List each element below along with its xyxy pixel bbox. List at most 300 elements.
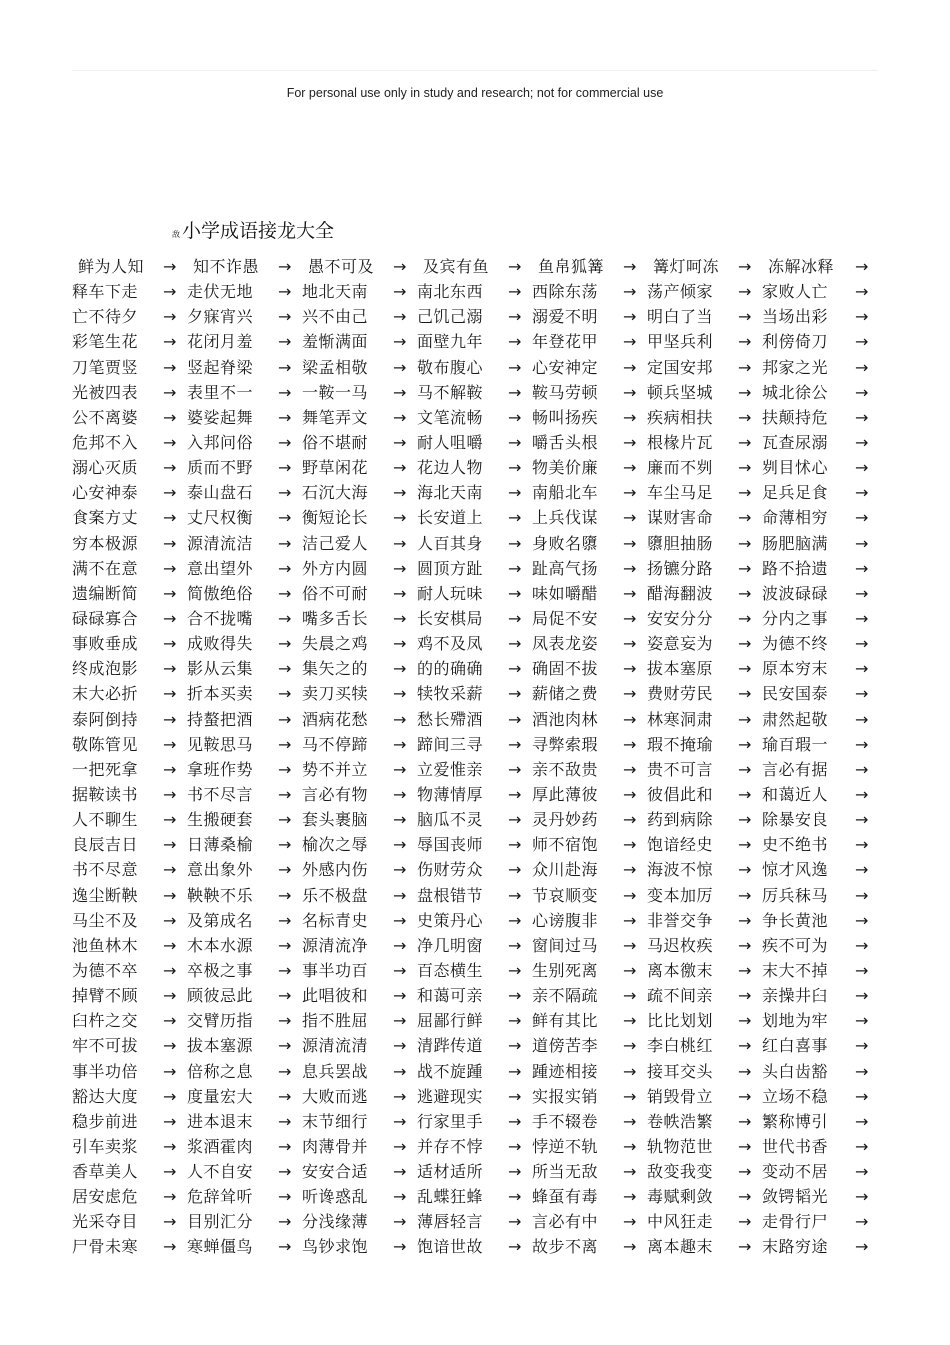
idiom-cell: 分浅缘薄 (302, 1212, 369, 1232)
chain-arrow-icon: → (278, 860, 292, 880)
idiom-cell: 脑瓜不灵 (417, 810, 484, 830)
idiom-row (72, 1236, 882, 1261)
idiom-cell: 厉兵秣马 (762, 885, 829, 905)
idiom-cell: 源清流洁 (187, 533, 254, 553)
chain-arrow-icon: → (623, 1237, 637, 1257)
idiom-cell: 顾彼忌此 (187, 986, 254, 1006)
idiom-cell: 息兵罢战 (302, 1061, 369, 1081)
chain-arrow-icon: → (738, 860, 752, 880)
idiom-cell: 明白了当 (647, 307, 714, 327)
idiom-cell: 事败垂成 (72, 634, 139, 654)
idiom-cell: 书不尽意 (72, 860, 139, 880)
chain-arrow-icon: → (855, 558, 869, 578)
chain-arrow-icon: → (393, 608, 407, 628)
idiom-cell: 亲操井臼 (762, 986, 829, 1006)
chain-arrow-icon: → (278, 483, 292, 503)
idiom-cell: 夕寐宵兴 (187, 307, 254, 327)
idiom-row (72, 507, 882, 532)
chain-arrow-icon: → (163, 483, 177, 503)
chain-arrow-icon: → (508, 483, 522, 503)
idiom-cell: 城北徐公 (762, 382, 829, 402)
chain-arrow-icon: → (855, 986, 869, 1006)
chain-arrow-icon: → (855, 709, 869, 729)
chain-arrow-icon: → (393, 684, 407, 704)
chain-arrow-icon: → (508, 734, 522, 754)
idiom-cell: 卖刀买犊 (302, 684, 369, 704)
idiom-cell: 目别汇分 (187, 1212, 254, 1232)
chain-arrow-icon: → (855, 1036, 869, 1056)
chain-arrow-icon: → (623, 684, 637, 704)
chain-arrow-icon: → (623, 483, 637, 503)
idiom-cell: 悖逆不轨 (532, 1136, 599, 1156)
idiom-cell: 物美价廉 (532, 458, 599, 478)
idiom-cell: 终成泡影 (72, 659, 139, 679)
idiom-row (72, 1161, 882, 1186)
idiom-cell: 逃避现实 (417, 1086, 484, 1106)
chain-arrow-icon: → (855, 508, 869, 528)
idiom-cell: 碌碌寡合 (72, 608, 139, 628)
chain-arrow-icon: → (278, 508, 292, 528)
idiom-cell: 比比划划 (647, 1011, 714, 1031)
idiom-cell: 彼倡此和 (647, 784, 714, 804)
chain-arrow-icon: → (623, 885, 637, 905)
chain-arrow-icon: → (163, 1136, 177, 1156)
chain-arrow-icon: → (163, 533, 177, 553)
chain-arrow-icon: → (855, 935, 869, 955)
chain-arrow-icon: → (855, 659, 869, 679)
chain-arrow-icon: → (393, 533, 407, 553)
idiom-cell: 浆酒霍肉 (187, 1136, 254, 1156)
idiom-cell: 伤财劳众 (417, 860, 484, 880)
idiom-cell: 亡不待夕 (72, 307, 139, 327)
chain-arrow-icon: → (163, 810, 177, 830)
chain-arrow-icon: → (508, 709, 522, 729)
idiom-cell: 寻弊索瑕 (532, 734, 599, 754)
idiom-cell: 鞅鞅不乐 (187, 885, 254, 905)
chain-arrow-icon: → (508, 960, 522, 980)
chain-arrow-icon: → (393, 810, 407, 830)
chain-arrow-icon: → (623, 759, 637, 779)
idiom-cell: 听谗惑乱 (302, 1187, 369, 1207)
idiom-row (72, 1086, 882, 1111)
chain-arrow-icon: → (393, 885, 407, 905)
chain-arrow-icon: → (163, 1036, 177, 1056)
idiom-cell: 牢不可拔 (72, 1036, 139, 1056)
idiom-cell: 轨物范世 (647, 1136, 714, 1156)
chain-arrow-icon: → (278, 684, 292, 704)
chain-arrow-icon: → (393, 659, 407, 679)
chain-arrow-icon: → (393, 307, 407, 327)
idiom-cell: 溺心灭质 (72, 458, 139, 478)
chain-arrow-icon: → (278, 810, 292, 830)
chain-arrow-icon: → (163, 382, 177, 402)
chain-arrow-icon: → (623, 1187, 637, 1207)
idiom-cell: 蜂虿有毒 (532, 1187, 599, 1207)
idiom-cell: 为德不终 (762, 634, 829, 654)
chain-arrow-icon: → (163, 583, 177, 603)
idiom-cell: 套头裹脑 (302, 810, 369, 830)
chain-arrow-icon: → (508, 860, 522, 880)
idiom-cell: 木本水源 (187, 935, 254, 955)
idiom-cell: 溺爱不明 (532, 307, 599, 327)
idiom-cell: 逸尘断鞅 (72, 885, 139, 905)
idiom-cell: 冻解冰释 (768, 257, 835, 276)
idiom-cell: 百态横生 (417, 960, 484, 980)
idiom-cell: 遗编断简 (72, 583, 139, 603)
chain-arrow-icon: → (163, 684, 177, 704)
idiom-cell: 清跸传道 (417, 1036, 484, 1056)
chain-arrow-icon: → (738, 558, 752, 578)
chain-arrow-icon: → (393, 860, 407, 880)
idiom-cell: 野草闲花 (302, 458, 369, 478)
idiom-cell: 林寒洞肃 (647, 709, 714, 729)
chain-arrow-icon: → (855, 458, 869, 478)
chain-arrow-icon: → (278, 759, 292, 779)
idiom-cell: 足兵足食 (762, 483, 829, 503)
idiom-cell: 俗不可耐 (302, 583, 369, 603)
chain-arrow-icon: → (508, 357, 522, 377)
idiom-cell: 师不宿饱 (532, 835, 599, 855)
idiom-row (72, 432, 882, 457)
idiom-cell: 鞍马劳顿 (532, 382, 599, 402)
idiom-row (72, 1035, 882, 1060)
chain-arrow-icon: → (508, 307, 522, 327)
chain-arrow-icon: → (278, 282, 292, 302)
idiom-cell: 药到病除 (647, 810, 714, 830)
idiom-cell: 石沉大海 (302, 483, 369, 503)
chain-arrow-icon: → (508, 1187, 522, 1207)
chain-arrow-icon: → (278, 382, 292, 402)
chain-arrow-icon: → (278, 458, 292, 478)
idiom-cell: 书不尽言 (187, 784, 254, 804)
chain-arrow-icon: → (738, 483, 752, 503)
idiom-cell: 谋财害命 (647, 508, 714, 528)
idiom-cell: 释车下走 (72, 282, 139, 302)
chain-arrow-icon: → (623, 810, 637, 830)
idiom-row (72, 281, 882, 306)
idiom-cell: 嚼舌头根 (532, 432, 599, 452)
idiom-cell: 实报实销 (532, 1086, 599, 1106)
idiom-cell: 姿意妄为 (647, 634, 714, 654)
chain-arrow-icon: → (738, 432, 752, 452)
chain-arrow-icon: → (738, 885, 752, 905)
idiom-cell: 荡产倾家 (647, 282, 714, 302)
idiom-cell: 见鞍思马 (187, 734, 254, 754)
idiom-cell: 臼杵之交 (72, 1011, 139, 1031)
idiom-cell: 红白喜事 (762, 1036, 829, 1056)
chain-arrow-icon: → (508, 784, 522, 804)
chain-arrow-icon: → (855, 382, 869, 402)
chain-arrow-icon: → (738, 1162, 752, 1182)
chain-arrow-icon: → (855, 307, 869, 327)
chain-arrow-icon: → (623, 533, 637, 553)
chain-arrow-icon: → (855, 1136, 869, 1156)
idiom-cell: 拔本塞原 (647, 659, 714, 679)
idiom-cell: 味如嚼醋 (532, 583, 599, 603)
chain-arrow-icon: → (855, 734, 869, 754)
chain-arrow-icon: → (855, 759, 869, 779)
idiom-cell: 度量宏大 (187, 1086, 254, 1106)
chain-arrow-icon: → (393, 332, 407, 352)
chain-arrow-icon: → (163, 784, 177, 804)
chain-arrow-icon: → (855, 1061, 869, 1081)
idiom-cell: 人不聊生 (72, 810, 139, 830)
chain-arrow-icon: → (163, 1011, 177, 1031)
chain-arrow-icon: → (163, 558, 177, 578)
chain-arrow-icon: → (738, 533, 752, 553)
chain-arrow-icon: → (738, 508, 752, 528)
idiom-row (72, 331, 882, 356)
idiom-cell: 除暴安良 (762, 810, 829, 830)
chain-arrow-icon: → (393, 382, 407, 402)
chain-arrow-icon: → (623, 1036, 637, 1056)
idiom-cell: 蹄间三寻 (417, 734, 484, 754)
idiom-cell: 地北天南 (302, 282, 369, 302)
idiom-cell: 并存不悖 (417, 1136, 484, 1156)
idiom-cell: 言必有中 (532, 1212, 599, 1232)
idiom-cell: 肃然起敬 (762, 709, 829, 729)
chain-arrow-icon: → (855, 432, 869, 452)
chain-arrow-icon: → (508, 1011, 522, 1031)
idiom-cell: 及宾有鱼 (423, 257, 490, 276)
chain-arrow-icon: → (738, 1036, 752, 1056)
chain-arrow-icon: → (623, 583, 637, 603)
idiom-cell: 日薄桑榆 (187, 835, 254, 855)
idiom-cell: 危辞耸听 (187, 1187, 254, 1207)
chain-arrow-icon: → (623, 734, 637, 754)
idiom-cell: 圆顶方趾 (417, 558, 484, 578)
chain-arrow-icon: → (508, 684, 522, 704)
chain-arrow-icon: → (163, 960, 177, 980)
chain-arrow-icon: → (393, 634, 407, 654)
idiom-row (72, 683, 882, 708)
chain-arrow-icon: → (393, 458, 407, 478)
idiom-cell: 所当无敌 (532, 1162, 599, 1182)
idiom-cell: 西除东荡 (532, 282, 599, 302)
idiom-cell: 屈鄙行鲜 (417, 1011, 484, 1031)
idiom-cell: 鲜有其比 (532, 1011, 599, 1031)
idiom-row (72, 885, 882, 910)
idiom-cell: 意出象外 (187, 860, 254, 880)
idiom-cell: 世代书香 (762, 1136, 829, 1156)
chain-arrow-icon: → (163, 432, 177, 452)
chain-arrow-icon: → (163, 257, 177, 276)
chain-arrow-icon: → (738, 282, 752, 302)
chain-arrow-icon: → (393, 960, 407, 980)
chain-arrow-icon: → (623, 1162, 637, 1182)
chain-arrow-icon: → (163, 508, 177, 528)
chain-arrow-icon: → (278, 709, 292, 729)
idiom-cell: 南船北车 (532, 483, 599, 503)
idiom-row (72, 1111, 882, 1136)
idiom-cell: 物薄情厚 (417, 784, 484, 804)
chain-arrow-icon: → (623, 860, 637, 880)
top-rule (72, 70, 878, 71)
idiom-cell: 源清流净 (302, 935, 369, 955)
chain-arrow-icon: → (393, 734, 407, 754)
idiom-cell: 公不离婆 (72, 407, 139, 427)
chain-arrow-icon: → (278, 1187, 292, 1207)
chain-arrow-icon: → (393, 407, 407, 427)
chain-arrow-icon: → (855, 835, 869, 855)
idiom-cell: 走骨行尸 (762, 1212, 829, 1232)
chain-arrow-icon: → (623, 659, 637, 679)
idiom-cell: 长安道上 (417, 508, 484, 528)
chain-arrow-icon: → (278, 533, 292, 553)
chain-arrow-icon: → (855, 784, 869, 804)
chain-arrow-icon: → (623, 910, 637, 930)
idiom-cell: 寒蝉僵鸟 (187, 1237, 254, 1257)
idiom-cell: 此唱彼和 (302, 986, 369, 1006)
idiom-cell: 众川赴海 (532, 860, 599, 880)
chain-arrow-icon: → (855, 583, 869, 603)
idiom-cell: 生搬硬套 (187, 810, 254, 830)
chain-arrow-icon: → (393, 282, 407, 302)
chain-arrow-icon: → (855, 634, 869, 654)
idiom-cell: 故步不离 (532, 1237, 599, 1257)
chain-arrow-icon: → (508, 1061, 522, 1081)
idiom-cell: 接耳交头 (647, 1061, 714, 1081)
chain-arrow-icon: → (855, 1111, 869, 1131)
chain-arrow-icon: → (508, 608, 522, 628)
chain-arrow-icon: → (855, 257, 869, 276)
chain-arrow-icon: → (508, 910, 522, 930)
idiom-cell: 车尘马足 (647, 483, 714, 503)
chain-arrow-icon: → (393, 257, 407, 276)
idiom-cell: 踵迹相接 (532, 1061, 599, 1081)
chain-arrow-icon: → (623, 1011, 637, 1031)
chain-arrow-icon: → (738, 784, 752, 804)
chain-arrow-icon: → (278, 1212, 292, 1232)
chain-arrow-icon: → (278, 960, 292, 980)
idiom-cell: 及第成名 (187, 910, 254, 930)
idiom-cell: 敌变我变 (647, 1162, 714, 1182)
idiom-cell: 末大不掉 (762, 960, 829, 980)
idiom-cell: 简傲绝俗 (187, 583, 254, 603)
chain-arrow-icon: → (393, 1187, 407, 1207)
chain-arrow-icon: → (508, 1036, 522, 1056)
idiom-cell: 利傍倚刀 (762, 332, 829, 352)
chain-arrow-icon: → (278, 1162, 292, 1182)
chain-arrow-icon: → (508, 1212, 522, 1232)
chain-arrow-icon: → (393, 835, 407, 855)
chain-arrow-icon: → (738, 257, 752, 276)
chain-arrow-icon: → (278, 734, 292, 754)
chain-arrow-icon: → (163, 1111, 177, 1131)
chain-arrow-icon: → (278, 357, 292, 377)
chain-arrow-icon: → (738, 935, 752, 955)
idiom-cell: 竖起脊梁 (187, 357, 254, 377)
idiom-cell: 刀笔贾竖 (72, 357, 139, 377)
idiom-cell: 根椽片瓦 (647, 432, 714, 452)
idiom-cell: 兴不由己 (302, 307, 369, 327)
chain-arrow-icon: → (393, 1162, 407, 1182)
chain-arrow-icon: → (855, 960, 869, 980)
idiom-cell: 卷帙浩繁 (647, 1111, 714, 1131)
idiom-cell: 瑜百瑕一 (762, 734, 829, 754)
chain-arrow-icon: → (508, 810, 522, 830)
idiom-cell: 李白桃红 (647, 1036, 714, 1056)
chain-arrow-icon: → (163, 860, 177, 880)
chain-arrow-icon: → (508, 533, 522, 553)
idiom-cell: 海北天南 (417, 483, 484, 503)
chain-arrow-icon: → (163, 709, 177, 729)
idiom-cell: 酒池肉林 (532, 709, 599, 729)
chain-arrow-icon: → (623, 307, 637, 327)
chain-arrow-icon: → (623, 935, 637, 955)
idiom-cell: 折本买卖 (187, 684, 254, 704)
idiom-cell: 据鞍读书 (72, 784, 139, 804)
idiom-cell: 意出望外 (187, 558, 254, 578)
idiom-cell: 末路穷途 (762, 1237, 829, 1257)
idiom-cell: 食案方丈 (72, 508, 139, 528)
idiom-cell: 满不在意 (72, 558, 139, 578)
idiom-cell: 手不辍卷 (532, 1111, 599, 1131)
idiom-cell: 饱谙世故 (417, 1237, 484, 1257)
idiom-cell: 末节细行 (302, 1111, 369, 1131)
chain-arrow-icon: → (163, 1061, 177, 1081)
idiom-cell: 定国安邦 (647, 357, 714, 377)
chain-arrow-icon: → (163, 986, 177, 1006)
idiom-row (72, 1010, 882, 1035)
chain-arrow-icon: → (163, 458, 177, 478)
chain-arrow-icon: → (855, 860, 869, 880)
idiom-cell: 分内之事 (762, 608, 829, 628)
idiom-cell: 文笔流畅 (417, 407, 484, 427)
idiom-chain-grid (72, 256, 882, 1262)
idiom-row (72, 533, 882, 558)
idiom-cell: 扬镳分路 (647, 558, 714, 578)
chain-arrow-icon: → (738, 1212, 752, 1232)
idiom-cell: 中风狂走 (647, 1212, 714, 1232)
idiom-cell: 头白齿豁 (762, 1061, 829, 1081)
idiom-row (72, 1136, 882, 1161)
idiom-cell: 局促不安 (532, 608, 599, 628)
idiom-row (72, 633, 882, 658)
chain-arrow-icon: → (623, 784, 637, 804)
idiom-cell: 命薄相穷 (762, 508, 829, 528)
idiom-cell: 源清流清 (302, 1036, 369, 1056)
chain-arrow-icon: → (508, 257, 522, 276)
idiom-cell: 穷本极源 (72, 533, 139, 553)
idiom-cell: 史不绝书 (762, 835, 829, 855)
idiom-cell: 舞笔弄文 (302, 407, 369, 427)
idiom-cell: 立爱惟亲 (417, 759, 484, 779)
chain-arrow-icon: → (163, 659, 177, 679)
chain-arrow-icon: → (393, 1136, 407, 1156)
idiom-cell: 销毁骨立 (647, 1086, 714, 1106)
chain-arrow-icon: → (738, 634, 752, 654)
idiom-cell: 篝灯呵冻 (653, 257, 720, 276)
idiom-cell: 人不自安 (187, 1162, 254, 1182)
idiom-cell: 马尘不及 (72, 910, 139, 930)
idiom-row (72, 558, 882, 583)
chain-arrow-icon: → (855, 608, 869, 628)
idiom-cell: 交臂历指 (187, 1011, 254, 1031)
idiom-cell: 失晨之鸡 (302, 634, 369, 654)
chain-arrow-icon: → (278, 1237, 292, 1257)
idiom-cell: 成败得失 (187, 634, 254, 654)
chain-arrow-icon: → (393, 910, 407, 930)
idiom-cell: 势不并立 (302, 759, 369, 779)
idiom-cell: 花边人物 (417, 458, 484, 478)
idiom-row (72, 809, 882, 834)
chain-arrow-icon: → (738, 910, 752, 930)
idiom-cell: 邦家之光 (762, 357, 829, 377)
chain-arrow-icon: → (393, 1237, 407, 1257)
chain-arrow-icon: → (623, 282, 637, 302)
chain-arrow-icon: → (738, 810, 752, 830)
